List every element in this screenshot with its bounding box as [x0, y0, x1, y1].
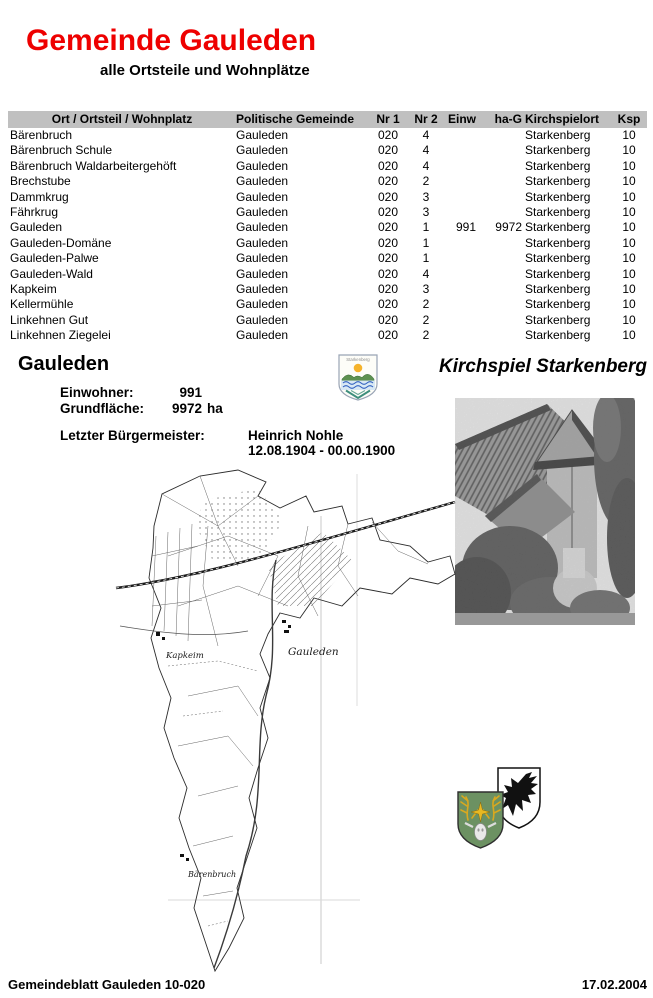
- table-cell: 4: [422, 266, 430, 281]
- table-cell: Gauleden: [236, 158, 289, 173]
- table-cell: 1: [422, 251, 430, 266]
- map-label-gauleden: Gauleden: [288, 646, 339, 658]
- table-cell: Gauleden: [236, 312, 289, 327]
- table-cell: 10: [622, 128, 636, 142]
- table-cell: Starkenberg: [525, 328, 591, 343]
- table-cell: 10: [622, 281, 636, 296]
- table-cell: Gauleden: [236, 189, 289, 204]
- table-cell: Starkenberg: [525, 128, 591, 142]
- church-photo: [455, 398, 635, 625]
- grundflaeche-unit: ha: [207, 401, 223, 416]
- table-cell: Linkehnen Ziegelei: [10, 328, 111, 343]
- table-cell: Kellermühle: [10, 297, 74, 312]
- table-cell: Gauleden: [236, 328, 289, 343]
- table-cell: Starkenberg: [525, 143, 591, 158]
- table-cell: Gauleden: [236, 204, 289, 219]
- elk-shield-icon: [498, 768, 540, 828]
- einwohner-row: [60, 385, 223, 401]
- antler-shield-icon: [458, 792, 503, 848]
- grundflaeche-label: Grundfläche:: [60, 401, 145, 416]
- page-title: Gemeinde Gauleden: [26, 24, 317, 57]
- table-cell: 10: [622, 158, 636, 173]
- table-row: [8, 328, 647, 343]
- table-cell: Starkenberg: [525, 312, 591, 327]
- table-cell: Gauleden: [236, 297, 289, 312]
- table-cell: 020: [377, 158, 399, 173]
- table-cell: Starkenberg: [525, 297, 591, 312]
- table-cell: Nr 1: [376, 112, 400, 126]
- table-cell: Starkenberg: [525, 235, 591, 250]
- table-row: [8, 128, 647, 143]
- elk-skull-icon: [475, 824, 487, 841]
- table-row: [8, 313, 647, 328]
- table-cell: Fährkrug: [10, 204, 59, 219]
- map-label-baerenbruch: Bärenbruch: [188, 870, 237, 879]
- table-cell: Gauleden: [236, 251, 289, 266]
- footer-document-id: Gemeindeblatt Gauleden 10-020: [8, 977, 206, 992]
- table-cell: 020: [377, 251, 399, 266]
- table-cell: Gauleden-Wald: [10, 266, 93, 281]
- table-cell: 10: [622, 297, 636, 312]
- table-row: [8, 143, 647, 158]
- table-cell: Kirchspielort: [525, 112, 600, 126]
- table-row: [8, 251, 647, 266]
- table-cell: Dammkrug: [10, 189, 69, 204]
- table-cell: 1: [422, 220, 430, 235]
- table-cell: 020: [377, 235, 399, 250]
- table-cell: 10: [622, 328, 636, 343]
- table-cell: 10: [622, 189, 636, 204]
- stats-block: [60, 385, 223, 417]
- table-cell: Gauleden: [236, 235, 289, 250]
- table-cell: 020: [377, 220, 399, 235]
- table-cell: Gauleden: [10, 220, 63, 235]
- table-cell: Gauleden: [236, 174, 289, 189]
- table-cell: 9972: [495, 220, 522, 235]
- table-cell: Kapkeim: [10, 281, 57, 296]
- grundflaeche-value: 9972: [171, 401, 202, 416]
- table-cell: Gauleden: [236, 143, 289, 158]
- table-header: [8, 111, 647, 128]
- table-cell: 10: [622, 251, 636, 266]
- table-cell: 020: [377, 281, 399, 296]
- table-cell: Starkenberg: [525, 220, 591, 235]
- municipality-name: Gauleden: [18, 353, 110, 375]
- table-cell: Starkenberg: [525, 251, 591, 266]
- einwohner-value: 991: [179, 385, 202, 400]
- einwohner-label: Einwohner:: [60, 385, 134, 400]
- table-cell: 020: [377, 128, 399, 142]
- table-cell: Starkenberg: [525, 204, 591, 219]
- grundflaeche-row: [60, 401, 223, 417]
- table-cell: Einw: [447, 112, 476, 126]
- table-row: [8, 220, 647, 235]
- table-cell: 020: [377, 297, 399, 312]
- table-row: [8, 205, 647, 220]
- table-cell: Starkenberg: [525, 158, 591, 173]
- table-cell: 020: [377, 143, 399, 158]
- table-cell: Bärenbruch Schule: [10, 143, 113, 158]
- bottom-coats-of-arms: [450, 762, 545, 852]
- table-cell: Gauleden-Domäne: [10, 235, 112, 250]
- table-cell: Bärenbruch: [10, 128, 73, 142]
- buergermeister-name: Heinrich Nohle: [248, 428, 344, 443]
- table-cell: ha-G: [494, 112, 522, 126]
- kirchspiel-title: Kirchspiel Starkenberg: [438, 356, 647, 377]
- table-cell: Politische Gemeinde: [236, 112, 355, 126]
- buergermeister-dates: 12.08.1904 - 00.00.1900: [248, 443, 396, 458]
- table-cell: Bärenbruch Waldarbeitergehöft: [10, 158, 177, 173]
- table-cell: 1: [422, 235, 430, 250]
- table-cell: 10: [622, 266, 636, 281]
- table-cell: 3: [422, 204, 430, 219]
- table-cell: Gauleden-Palwe: [10, 251, 99, 266]
- table-cell: Nr 2: [414, 112, 438, 126]
- table-cell: 991: [455, 220, 476, 235]
- table-row: [8, 267, 647, 282]
- table-cell: Gauleden: [236, 220, 289, 235]
- table-cell: 4: [422, 128, 430, 142]
- table-row: [8, 159, 647, 174]
- starkenberg-coat-of-arms-icon: [336, 352, 380, 402]
- table-cell: Gauleden: [236, 266, 289, 281]
- places-table: [8, 111, 647, 343]
- arms-label: Starkenberg: [346, 357, 370, 362]
- table-cell: Gauleden: [236, 128, 289, 142]
- table-cell: 4: [422, 158, 430, 173]
- table-cell: 2: [422, 297, 430, 312]
- sun-icon: [354, 364, 363, 373]
- table-cell: 020: [377, 312, 399, 327]
- table-cell: Brechstube: [10, 174, 71, 189]
- table-cell: 020: [377, 266, 399, 281]
- table-cell: 020: [377, 174, 399, 189]
- table-cell: Ksp: [617, 112, 641, 126]
- table-row: [8, 282, 647, 297]
- table-cell: 020: [377, 204, 399, 219]
- table-cell: 2: [422, 174, 430, 189]
- table-cell: 10: [622, 174, 636, 189]
- table-row: [8, 174, 647, 189]
- table-row: [8, 190, 647, 205]
- table-cell: Gauleden: [236, 281, 289, 296]
- table-cell: 3: [422, 189, 430, 204]
- table-cell: Linkehnen Gut: [10, 312, 89, 327]
- map-label-kapkeim: Kapkeim: [166, 651, 204, 661]
- table-cell: Starkenberg: [525, 174, 591, 189]
- buergermeister-block: [248, 428, 395, 458]
- table-cell: 10: [622, 143, 636, 158]
- table-cell: 020: [377, 189, 399, 204]
- table-cell: 10: [622, 235, 636, 250]
- table-cell: 10: [622, 312, 636, 327]
- page-subtitle: alle Ortsteile und Wohnplätze: [100, 62, 310, 79]
- table-cell: 10: [622, 204, 636, 219]
- table-body: [8, 128, 647, 343]
- map-image: [108, 466, 456, 976]
- table-cell: Starkenberg: [525, 189, 591, 204]
- table-row: [8, 297, 647, 312]
- table-cell: 2: [422, 312, 430, 327]
- table-row: [8, 236, 647, 251]
- buergermeister-label: Letzter Bürgermeister:: [60, 428, 205, 443]
- table-cell: 020: [377, 328, 399, 343]
- table-cell: Starkenberg: [525, 281, 591, 296]
- table-cell: 3: [422, 281, 430, 296]
- table-cell: Starkenberg: [525, 266, 591, 281]
- table-cell: 10: [622, 220, 636, 235]
- table-cell: 2: [422, 328, 430, 343]
- footer-date: 17.02.2004: [581, 977, 647, 992]
- table-cell: Ort / Ortsteil / Wohnplatz: [51, 112, 193, 126]
- table-cell: 4: [422, 143, 430, 158]
